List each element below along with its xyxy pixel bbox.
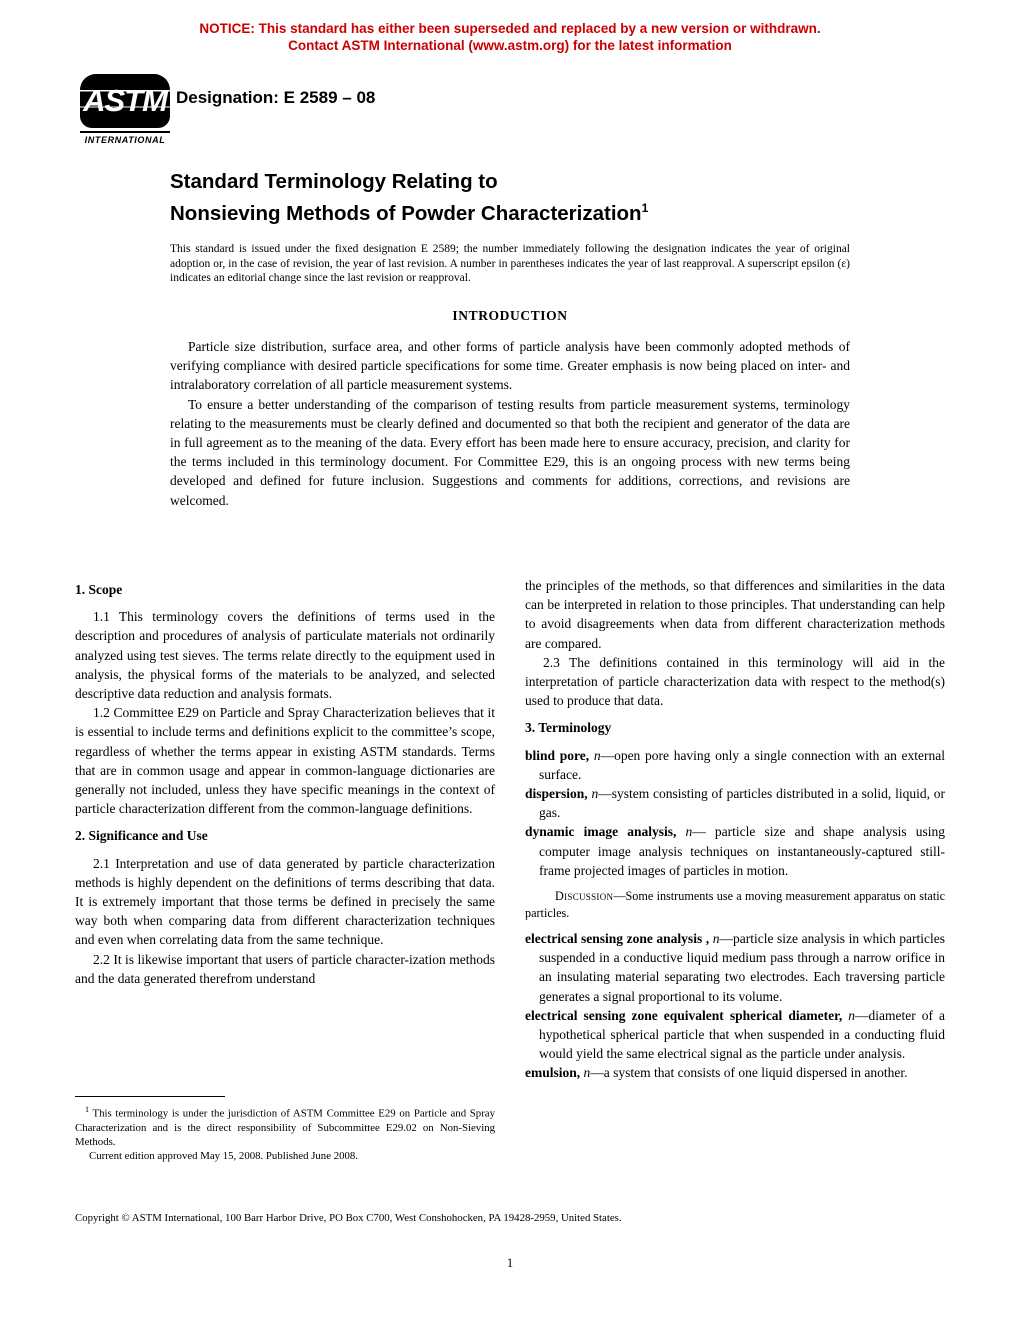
paragraph-1-2: 1.2 Committee E29 on Particle and Spray Characterization believes that it is essential to include terms and definitions explicit to the committee’s scope, regardless of whether the terms appear in existing ASTM standards. Terms that are in common usage and appear in common-language dictionaries are generally not included, unless they have specific meanings in the context of particle characterization different from the common-language definitions. (75, 705, 495, 817)
term-name: electrical sensing zone equivalent spherical diameter, (525, 1007, 843, 1023)
term-entry-dynamic-image-analysis (525, 822, 945, 880)
term-pos: n (712, 931, 720, 947)
right-column (525, 576, 945, 1083)
introduction-paragraph: To ensure a better understanding of the comparison of testing results from particle measurement systems, terminology relating to the measurements must be clearly defined and documented so that both the recipient and generator of the data are in full agreement as to the meaning of the data. Every effort has been made here to ensure accuracy, precision, and clarity for the terms included in this terminology document. For Committee E29, this is an ongoing process with new terms being developed and defined for future inclusion. Suggestions and comments for additions, corrections, and revisions are welcomed. (170, 396, 850, 508)
term-definition: —diameter of a hypothetical spherical particle that when suspended in a conducting fluid would yield the same electrical signal as the particle under analysis. (539, 1007, 945, 1062)
title-line-2: Nonsieving Methods of Powder Characterization (170, 201, 642, 225)
introduction-section (170, 308, 850, 510)
discussion-label: Discussion (555, 889, 614, 904)
footnote-body: This terminology is under the jurisdiction of ASTM Committee E29 on Particle and Spray Characterization and is the direct responsibility of Subcommittee E29.02 on Non-Sieving Methods. (75, 1107, 495, 1148)
paragraph-2-2-continuation: the principles of the methods, so that differences and similarities in the data can be interpreted in relation to those principles. That understanding can help to avoid disagreements when data from different characterization methods are compared. (525, 578, 945, 651)
paragraph-2-2: 2.2 It is likewise important that users of particle character-ization methods and the data generated therefrom understand (75, 951, 495, 986)
title-footnote-marker: 1 (641, 201, 649, 215)
notice-line-1: NOTICE: This standard has either been superseded and replaced by a new version or withdrawn. (199, 21, 821, 36)
footnote-rule (75, 1096, 225, 1097)
introduction-paragraph: Particle size distribution, surface area, and other forms of particle analysis have been commonly adopted methods of verifying compliance with desired particle specifications for some time. Greater emphasis is now being placed on inter- and intralaboratory correlation of all particle measurement systems. (170, 339, 850, 393)
term-pos: n (591, 786, 599, 802)
footnote (75, 1096, 495, 1163)
superseded-notice (0, 20, 1020, 54)
term-definition: —system consisting of particles distributed in a solid, liquid, or gas. (539, 786, 946, 821)
term-definition: — particle size and shape analysis using computer image analysis techniques on instantaneously-captured still-frame projected images of particles in motion. (539, 824, 946, 878)
term-entry-blind-pore (525, 746, 945, 784)
term-definition: —particle size analysis in which particles suspended in a conductive liquid medium pass through a narrow orifice in an insulating material separating two electrodes. Each traversing particle generates a signal proportional to its volume. (539, 931, 945, 1004)
term-pos: n (848, 1007, 855, 1023)
footnote-marker: 1 (85, 1105, 89, 1114)
page-number: 1 (506, 1256, 514, 1270)
terminology-heading: 3. Terminology (525, 720, 612, 736)
issuance-note: This standard is issued under the fixed designation E 2589; the number immediately following the designation indicates the year of original adoption or, in the case of revision, the year of last revision. A number in parentheses indicates the year of last reapproval. A superscript epsilon (ε) indicates an editorial change since the last revision or reapproval. (170, 243, 850, 284)
left-column (75, 576, 495, 1083)
paragraph-1-1: 1.1 This terminology covers the definitions of terms used in the description and procedures of analysis of particulate materials not ordinarily analyzed using test sieves. The terms relate directly to the equipment used in analysis, the physical forms of the materials to be analyzed, and selected descriptive data reduction and analysis formats. (75, 609, 495, 702)
astm-logo (80, 74, 170, 145)
astm-logo-subtext: INTERNATIONAL (80, 131, 170, 145)
footnote-text (75, 1103, 495, 1149)
term-name: electrical sensing zone analysis , (525, 931, 710, 947)
introduction-heading: INTRODUCTION (452, 308, 568, 323)
two-column-body (75, 576, 945, 1083)
scope-heading: 1. Scope (75, 582, 123, 597)
term-name: blind pore, (525, 747, 590, 763)
term-definition: —open pore having only a single connection with an external surface. (539, 747, 946, 782)
discussion-note (525, 888, 945, 921)
designation-label: Designation: E 2589 – 08 (176, 88, 376, 107)
paragraph-2-3: 2.3 The definitions contained in this terminology will aid in the interpretation of particle characterization data with respect to the method(s) used to produce that data. (525, 654, 945, 709)
term-name: dynamic image analysis, (525, 824, 677, 840)
term-definition: —a system that consists of one liquid dispersed in another. (590, 1065, 908, 1081)
term-entry-electrical-sensing-zone-analysis (525, 929, 945, 1006)
term-name: dispersion, (525, 786, 588, 802)
footnote-edition: Current edition approved May 15, 2008. Published June 2008. (89, 1149, 358, 1162)
term-entry-emulsion (525, 1063, 945, 1082)
term-pos: n (685, 824, 693, 840)
document-title (170, 168, 648, 227)
discussion-text: —Some instruments use a moving measurement apparatus on static particles. (525, 889, 945, 920)
paragraph-2-1: 2.1 Interpretation and use of data generated by particle characterization methods is highly dependent on the definitions of terms describing that data. It is extremely important that those terms be defined in precisely the same way both when comparing data from different characterization techniques and even when correlating data from the same technique. (75, 855, 495, 948)
title-line-1: Standard Terminology Relating to (170, 170, 498, 193)
notice-line-2: Contact ASTM International (www.astm.org) for the latest information (288, 38, 732, 53)
term-name: emulsion, (525, 1065, 581, 1081)
term-pos: n (583, 1065, 591, 1081)
term-entry-dispersion (525, 784, 945, 822)
copyright-line: Copyright © ASTM International, 100 Barr Harbor Drive, PO Box C700, West Conshohocken, PA 19428-2959, United States. (75, 1212, 622, 1224)
term-entry-esz-equivalent-spherical-diameter (525, 1006, 945, 1064)
astm-logo-mark: ASTM (80, 74, 170, 128)
term-pos: n (593, 747, 601, 763)
significance-heading: 2. Significance and Use (75, 828, 208, 844)
